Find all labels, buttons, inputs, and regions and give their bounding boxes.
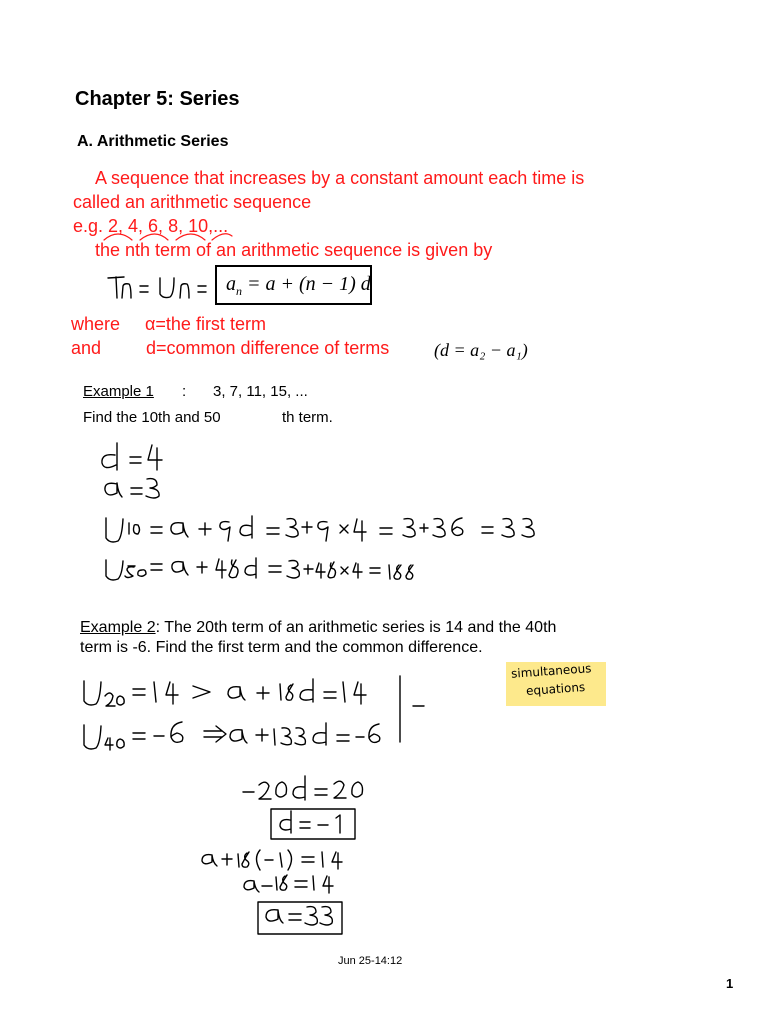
example2-label: Example 2	[80, 619, 156, 636]
intro-line-1: A sequence that increases by a constant amount each time is	[95, 168, 585, 188]
where-label: where	[71, 314, 121, 334]
intro-example: e.g. 2, 4, 6, 8, 10,...	[73, 216, 229, 236]
red-arc-arrows	[104, 234, 232, 240]
formula-sub: n	[236, 284, 242, 298]
example2-text: : The 20th term of an arithmetic series is 14 and the 40th	[155, 619, 557, 636]
example1-label: Example 1	[83, 383, 154, 400]
example2-line2: term is -6. Find the first term and the common difference.	[80, 639, 483, 656]
where-text: α=the first term	[145, 314, 266, 334]
section-title: A. Arithmetic Series	[77, 133, 229, 150]
d-formula: (d = a₂ − a₁)	[434, 340, 528, 360]
formula-a: a	[226, 273, 236, 295]
and-label: and	[71, 338, 102, 358]
and-text: d=common difference of terms	[146, 338, 390, 358]
sticky-note-line2: equations	[525, 679, 586, 699]
example1-colon: :	[182, 383, 187, 400]
formula-rest: = a + (n − 1) d	[242, 273, 371, 295]
timestamp: Jun 25-14:12	[338, 955, 403, 967]
example1-task-b: th term.	[282, 409, 333, 426]
sticky-note-line1: simultaneous	[510, 661, 592, 681]
intro-line-4: the nth term of an arithmetic sequence is given by	[95, 240, 493, 260]
intro-line-2: called an arithmetic sequence	[73, 192, 312, 212]
chapter-title: Chapter 5: Series	[75, 88, 240, 110]
page-number: 1	[726, 976, 734, 991]
example1-sequence: 3, 7, 11, 15, ...	[213, 383, 308, 400]
example1-task-a: Find the 10th and 50	[83, 409, 221, 426]
